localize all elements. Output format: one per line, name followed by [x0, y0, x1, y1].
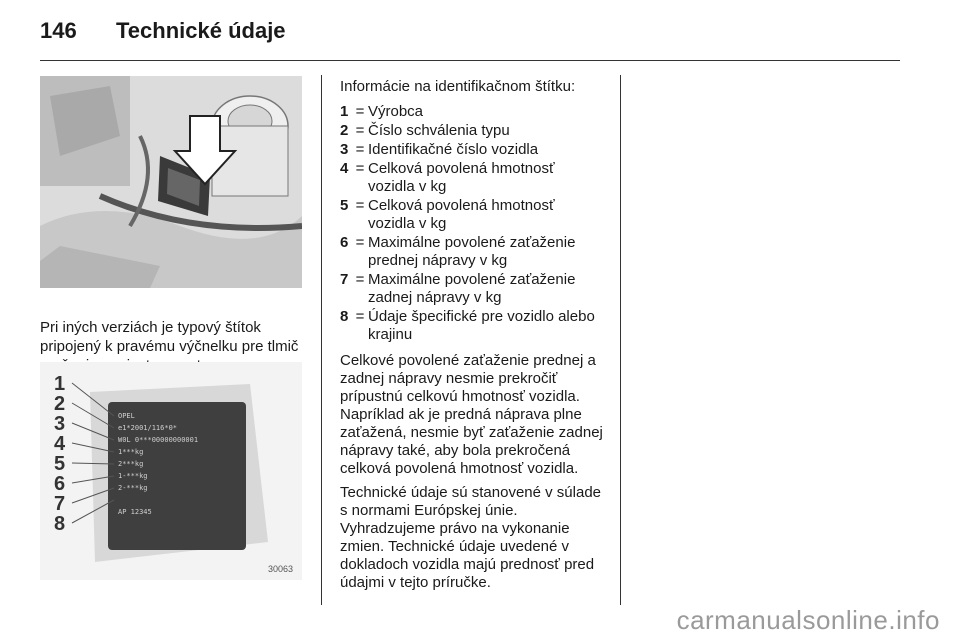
list-item: 2 = Číslo schválenia typu	[340, 122, 510, 139]
engine-bay-caption: Pri iných verziách je typový štítok pripojený k pravému výčnelku pre tlmič	[40, 319, 299, 355]
list-item: 3 = Identifikačné číslo vozidla	[340, 141, 539, 158]
plate-number-label: 8	[54, 513, 66, 535]
plate-line: e1*2001/116*0*	[118, 424, 178, 432]
id-plate-svg	[40, 362, 302, 580]
list-item: 6 = Maximálne povolené zaťaženie prednej nápravy v kg	[340, 234, 576, 269]
plate-line: 2***kg	[118, 460, 144, 468]
list-item: 5 = Celková povolená hmotnosť vozidla v kg	[340, 197, 555, 232]
plate-line: 2-***kg	[118, 484, 148, 492]
list-item: 7 = Maximálne povolené zaťaženie zadnej nápravy v kg	[340, 271, 576, 306]
plate-info-list	[340, 103, 605, 344]
specs-paragraph: Technické údaje sú stanovené v súlade s normami Európskej únie. Vyhradzujeme právo na vykonanie zmien. Technické údaje uvedené v dokladoch vozidla majú prednosť pred údajmi v tejto príručke.	[340, 484, 602, 591]
plate-number-label: 5	[54, 453, 66, 475]
list-item: 4 = Celková povolená hmotnosť vozidla v kg	[340, 160, 555, 195]
page-title: Technické údaje	[116, 18, 286, 43]
plate-line: AP 12345	[118, 508, 152, 516]
engine-bay-illustration	[40, 76, 302, 288]
load-paragraph: Celkové povolené zaťaženie prednej a zadnej nápravy nesmie prekročiť prípustnú celkovú hmotnosť vozidla. Napríklad ak je predná náprava plne zaťažená, nesmie byť zaťaženie zadnej nápravy také, aby bola prekročená celková povolená hmotnosť vozidla.	[340, 352, 603, 477]
plate-number-label: 4	[54, 433, 66, 455]
plate-line: W0L 0***00000000001	[118, 436, 199, 444]
list-item: 1 = Výrobca	[340, 103, 424, 120]
plate-info-heading: Informácie na identifikačnom štítku:	[340, 78, 576, 95]
plate-number-label: 2	[54, 393, 66, 415]
plate-number-label: 3	[54, 413, 66, 435]
plate-number-label: 6	[54, 473, 66, 495]
header-rule	[40, 60, 900, 61]
plate-line: 1***kg	[118, 448, 144, 456]
page-number: 146	[40, 18, 77, 43]
engine-bay-photo	[40, 76, 302, 288]
column-divider-1	[321, 75, 322, 605]
column-divider-2	[620, 75, 621, 605]
id-plate-illustration	[40, 362, 302, 580]
right-column	[340, 78, 605, 598]
plate-line: OPEL	[118, 412, 135, 420]
plate-number-label: 7	[54, 493, 66, 515]
plate-number-label: 1	[54, 373, 66, 395]
page-header	[40, 18, 286, 48]
image-code: 30063	[268, 564, 294, 574]
plate-line: 1-***kg	[118, 472, 148, 480]
list-item: 8 = Údaje špecifické pre vozidlo alebo krajinu	[340, 308, 595, 343]
watermark: carmanualsonline.info	[676, 605, 940, 635]
